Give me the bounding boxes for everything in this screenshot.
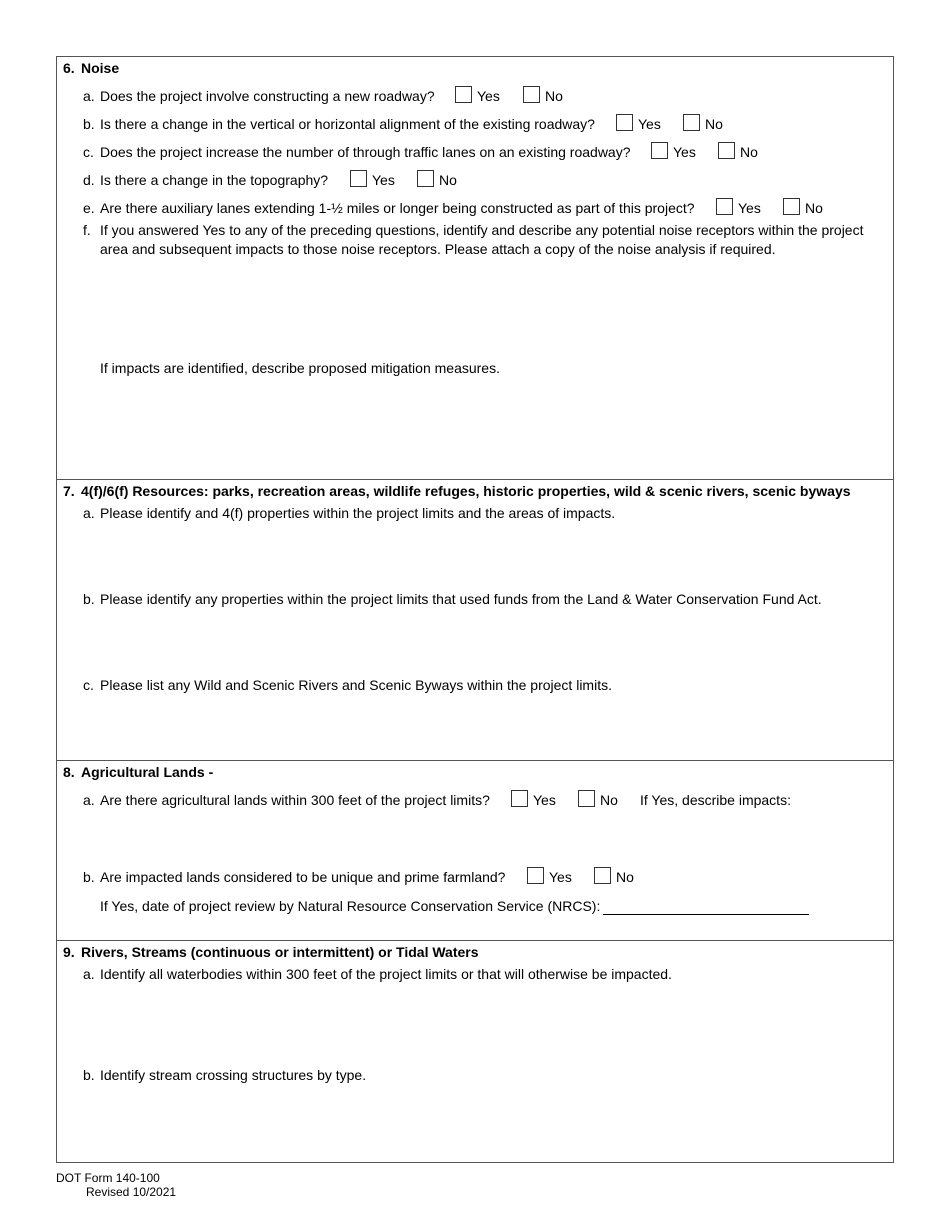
section-6-number: 6.: [63, 60, 75, 76]
question-6e-yes-checkbox[interactable]: [716, 198, 733, 215]
question-9b-text: Identify stream crossing structures by type.: [100, 1067, 367, 1083]
question-letter: b.: [83, 1067, 95, 1083]
question-6c-no-checkbox[interactable]: [718, 142, 735, 159]
question-letter: b.: [83, 591, 95, 607]
mitigation-prompt: If impacts are identified, describe proposed mitigation measures.: [100, 360, 500, 376]
question-letter: c.: [83, 677, 94, 693]
yes-label: Yes: [477, 88, 500, 104]
yes-label: Yes: [533, 792, 556, 808]
no-label: No: [805, 200, 823, 216]
question-6d-no-checkbox[interactable]: [417, 170, 434, 187]
no-label: No: [600, 792, 618, 808]
yes-label: Yes: [549, 869, 572, 885]
question-letter: a.: [83, 792, 95, 808]
revision-date: Revised 10/2021: [86, 1185, 177, 1199]
question-8b-no-checkbox[interactable]: [594, 867, 611, 884]
question-6e-text: Are there auxiliary lanes extending 1-½ miles or longer being constructed as part of this project?: [100, 200, 695, 216]
question-letter: a.: [83, 88, 95, 104]
question-8a-text: Are there agricultural lands within 300 feet of the project limits?: [100, 792, 490, 808]
section-7-title: 4(f)/6(f) Resources: parks, recreation areas, wildlife refuges, historic properties, wild & scenic rivers, scenic byways: [81, 483, 851, 499]
question-6c-text: Does the project increase the number of through traffic lanes on an existing roadway?: [100, 144, 631, 160]
yes-label: Yes: [372, 172, 395, 188]
no-label: No: [439, 172, 457, 188]
no-label: No: [705, 116, 723, 132]
question-letter: a.: [83, 966, 95, 982]
question-6f-text-line1: If you answered Yes to any of the preceding questions, identify and describe any potential noise receptors within the project: [100, 222, 864, 238]
question-6a-text: Does the project involve constructing a new roadway?: [100, 88, 435, 104]
question-6d-yes-checkbox[interactable]: [350, 170, 367, 187]
question-8a-followup: If Yes, describe impacts:: [640, 792, 791, 808]
question-8b-text: Are impacted lands considered to be unique and prime farmland?: [100, 869, 506, 885]
question-letter: a.: [83, 505, 95, 521]
no-label: No: [545, 88, 563, 104]
question-letter: c.: [83, 144, 94, 160]
question-letter: b.: [83, 116, 95, 132]
section-divider: [57, 940, 893, 941]
question-6d-text: Is there a change in the topography?: [100, 172, 329, 188]
nrcs-review-prompt: If Yes, date of project review by Natural Resource Conservation Service (NRCS):: [100, 898, 601, 914]
question-6b-no-checkbox[interactable]: [683, 114, 700, 131]
question-8a-no-checkbox[interactable]: [578, 790, 595, 807]
question-letter: d.: [83, 172, 95, 188]
question-letter: e.: [83, 200, 95, 216]
no-label: No: [616, 869, 634, 885]
question-6a-no-checkbox[interactable]: [523, 86, 540, 103]
question-8b-yes-checkbox[interactable]: [527, 867, 544, 884]
no-label: No: [740, 144, 758, 160]
section-9-number: 9.: [63, 944, 75, 960]
yes-label: Yes: [738, 200, 761, 216]
question-letter: f.: [83, 222, 91, 238]
question-6c-yes-checkbox[interactable]: [651, 142, 668, 159]
section-9-title: Rivers, Streams (continuous or intermittent) or Tidal Waters: [81, 944, 479, 960]
form-container: [56, 56, 894, 1163]
question-9a-text: Identify all waterbodies within 300 feet of the project limits or that will otherwise be impacted.: [100, 966, 672, 982]
question-6e-no-checkbox[interactable]: [783, 198, 800, 215]
nrcs-review-date-field[interactable]: [603, 898, 809, 915]
yes-label: Yes: [638, 116, 661, 132]
section-8-number: 8.: [63, 764, 75, 780]
section-divider: [57, 760, 893, 761]
question-7b-text: Please identify any properties within the project limits that used funds from the Land & Water Conservation Fund Act.: [100, 591, 822, 607]
section-6-title: Noise: [81, 60, 120, 76]
section-7-number: 7.: [63, 483, 75, 499]
yes-label: Yes: [673, 144, 696, 160]
question-6b-text: Is there a change in the vertical or horizontal alignment of the existing roadway?: [100, 116, 595, 132]
question-6f-text-line2: area and subsequent impacts to those noise receptors. Please attach a copy of the noise analysis if required.: [100, 241, 776, 257]
form-id: DOT Form 140-100: [56, 1171, 160, 1185]
question-6a-yes-checkbox[interactable]: [455, 86, 472, 103]
question-8a-yes-checkbox[interactable]: [511, 790, 528, 807]
question-7c-text: Please list any Wild and Scenic Rivers and Scenic Byways within the project limits.: [100, 677, 612, 693]
question-7a-text: Please identify and 4(f) properties within the project limits and the areas of impacts.: [100, 505, 616, 521]
question-letter: b.: [83, 869, 95, 885]
section-8-title: Agricultural Lands -: [81, 764, 214, 780]
question-6b-yes-checkbox[interactable]: [616, 114, 633, 131]
section-divider: [57, 479, 893, 480]
